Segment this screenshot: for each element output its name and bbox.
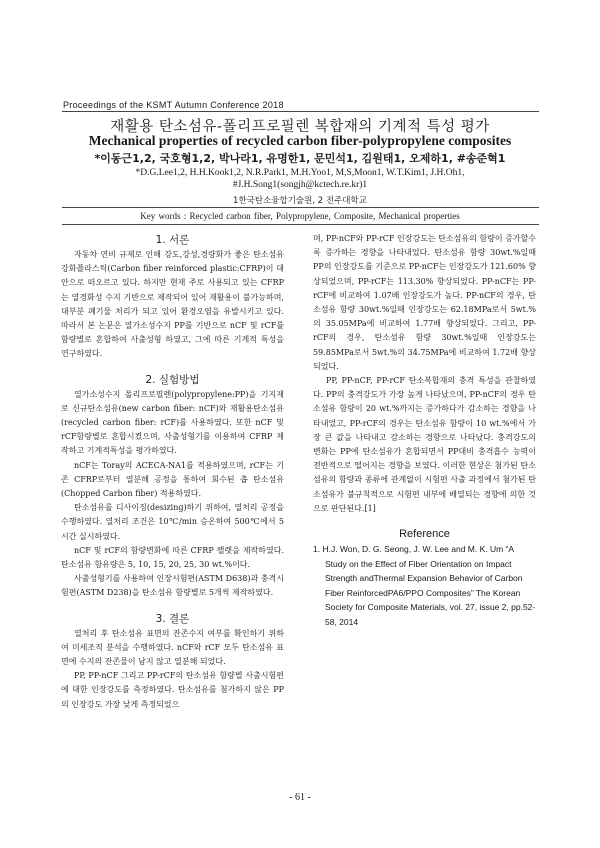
method-paragraph-5: 사출성형기를 사용하여 인장시험편(ASTM D638)과 충격시험편(ASTM D238)을 탄소섬유 함량별로 5개씩 제작하였다. bbox=[61, 574, 284, 598]
title-english: Mechanical properties of recycled carbon fiber-polypropylene composites bbox=[88, 133, 512, 148]
intro-paragraph: 자동차 연비 규제로 인해 강도,강성,경량화가 좋은 탄소섬유 강화플라스틱(Carbon fiber reinforced plastic:CFRP)이 대안으로 떠오르고 있다. 하지만 현재 주로 사용되고 있는 CFRP는 열경화성 수지 기반으로 제작되어 있어 재활용이 불가능하며, 대부분 폐기물 처리가 되고 있어 환경오염을 유발시키고 있다. 따라서 본 논문은 열가소성수지 PP를 기반으로 nCF 및 rCF를 함량별로 혼합하여 사출성형 하였고, 그에 따른 기계적 특성을 연구하였다. bbox=[61, 250, 284, 359]
section-title-method: 2. 실험방법 bbox=[145, 373, 200, 386]
result-paragraph-4: PP, PP-nCF, PP-rCF 탄소복합재의 충격 특성을 관찰하였다. PP의 충격강도가 가장 높게 나타났으며, PP-nCF의 경우 탄소섬유 함량이 20 wt.%까지는 증가하다가 감소하는 경향을 나타내었고, PP-rCF의 경우는 탄소섬유 함량이 10 wt.%에서 가장 큰 값을 나타내고 감소하는 경향으로 나타났다. 충격강도의 변화는 PP에 탄소섬유가 혼합되면서 PP대비 충격흡수 능력이 전반적으로 떨어지는 경향을 보였다. 이러한 현상은 첨가된 탄소 섬유의 함량과 종류에 관계없이 시험편 사출 과정에서 첨가된 탄소섬유가 불규칙적으로 시험편 내부에 배열되는 경향에 의한 것으로 판단된다.[1] bbox=[313, 376, 536, 513]
method-paragraph-2: nCF는 Toray의 ACECA-NA1를 적용하였으며, rCF는 기존 CFRP로부터 열분해 공정을 통하여 회수된 촙 탄소섬유(Chopped Carbon fiber) 적용하였다. bbox=[61, 460, 284, 499]
result-paragraph-2: PP, PP-nCF 그리고 PP-rCF의 탄소섬유 함량별 사출시험편에 대한 인장강도를 측정하였다. 탄소섬유를 첨가하지 않은 PP의 인장강도 가장 낮게 측정되었으 bbox=[61, 671, 284, 709]
method-paragraph-1: 열가소성수지 폴리프로필렌(polypropylene:PP)을 기지재로 신규탄소섬유(new carbon fiber: nCF)와 재활용탄소섬유(recycled carbon fiber: rCF)를 사용하였다. 또한 nCF 및 rCF함량별로 혼합시켰으며, 사출성형기를 이용하여 CFRP 제작하고 기계적특성을 평가하였다. bbox=[61, 389, 284, 456]
title-korean: 재활용 탄소섬유-폴리프로필렌 복합재의 기계적 특성 평가 bbox=[110, 119, 490, 135]
method-paragraph-3: 탄소섬유를 디사이징(desizing)하기 위하여, 열처리 공정을 수행하였다. 열처리 조건은 10℃/min 승온하여 500℃에서 5시간 실시하였다. bbox=[61, 503, 284, 541]
section-title-intro: 1. 서론 bbox=[155, 234, 190, 246]
right-column bbox=[313, 232, 536, 629]
authors-korean: *이동근1,2, 국호형1,2, 박나라1, 유명한1, 문민석1, 김원태1, 오제하1, #송준혁1 bbox=[94, 152, 506, 165]
affiliation: 1한국탄소융합기술원, 2 전주대학교 bbox=[233, 196, 367, 206]
result-paragraph-3: 며, PP-nCF와 PP-rCF 인장강도는 탄소섬유의 함량이 증가할수록 증가하는 경향을 나타내었다. 탄소섬유 함량 30wt.%일때 PP의 인장강도를 기준으로 PP-nCF는 인장강도가 121.60% 향상되었으며, PP-rCF는 113.30% 향상되었다. PP-nCF는 PP-rCF에 비교하여 1.07배 인장강도가 높다. PP-nCF의 경우, 탄소섬유 함량 30wt.%일때 인장강도는 62.18MPa로서 5wt.%의 35.05MPa에 비교하여 1.77배 향상되었다. 그리고, PP-rCF의 경우, 탄소섬유 함량 30wt.%일때 인장강도는 59.85MPa로서 5wt.%의 34.75MPa에 비교하여 1.72배 향상되었다. bbox=[313, 234, 537, 371]
proceedings-header: Proceedings of the KSMT Autumn Conference 2018 bbox=[63, 100, 284, 110]
reference-title: Reference bbox=[399, 528, 450, 541]
authors-english: *D.G.Lee1,2, H.H.Kook1,2, N.R.Park1, M.H.Yoo1, M,S,Moon1, W.T.Kim1, J.H.Oh1, bbox=[135, 168, 465, 178]
method-paragraph-4: nCF 및 rCF의 함량변화에 따른 CFRP 팰렛을 제작하였다. 탄소섬유 함유량은 5, 10, 15, 20, 25, 30 wt.%이다. bbox=[61, 545, 284, 570]
section-title-result: 3. 결론 bbox=[155, 612, 190, 625]
keywords: Key words : Recycled carbon fiber, Polypropylene, Composite, Mechanical properties bbox=[140, 211, 460, 221]
corresponding-email: #J.H.Song1(songjh@kctech.re.kr)1 bbox=[232, 180, 368, 190]
result-paragraph-1: 열처리 후 탄소섬유 표면의 잔존수지 여부를 확인하기 위하여 미세조직 분석을 수행하였다. nCF와 rCF 모두 탄소섬유 표면에 수지의 잔존물이 남지 않고 열분해 되었다. bbox=[61, 628, 284, 667]
keywords-rule-top bbox=[62, 207, 539, 208]
page-number: - 61 - bbox=[289, 792, 311, 803]
reference-item: 1. H.J. Won, D. G. Seong, J. W. Lee and M. K. Um “A Study on the Effect of Fiber Orientation on Impact Strength andThermal Expansion Behavior of Carbon Fiber ReinforcedPA6/PPO Composites” The Korean Society for Composite Materials, vol. 27, issue 2, pp.52-58, 2014 bbox=[313, 544, 536, 627]
keywords-rule-bottom bbox=[62, 224, 539, 225]
left-column bbox=[61, 232, 284, 712]
header-rule bbox=[62, 111, 539, 112]
